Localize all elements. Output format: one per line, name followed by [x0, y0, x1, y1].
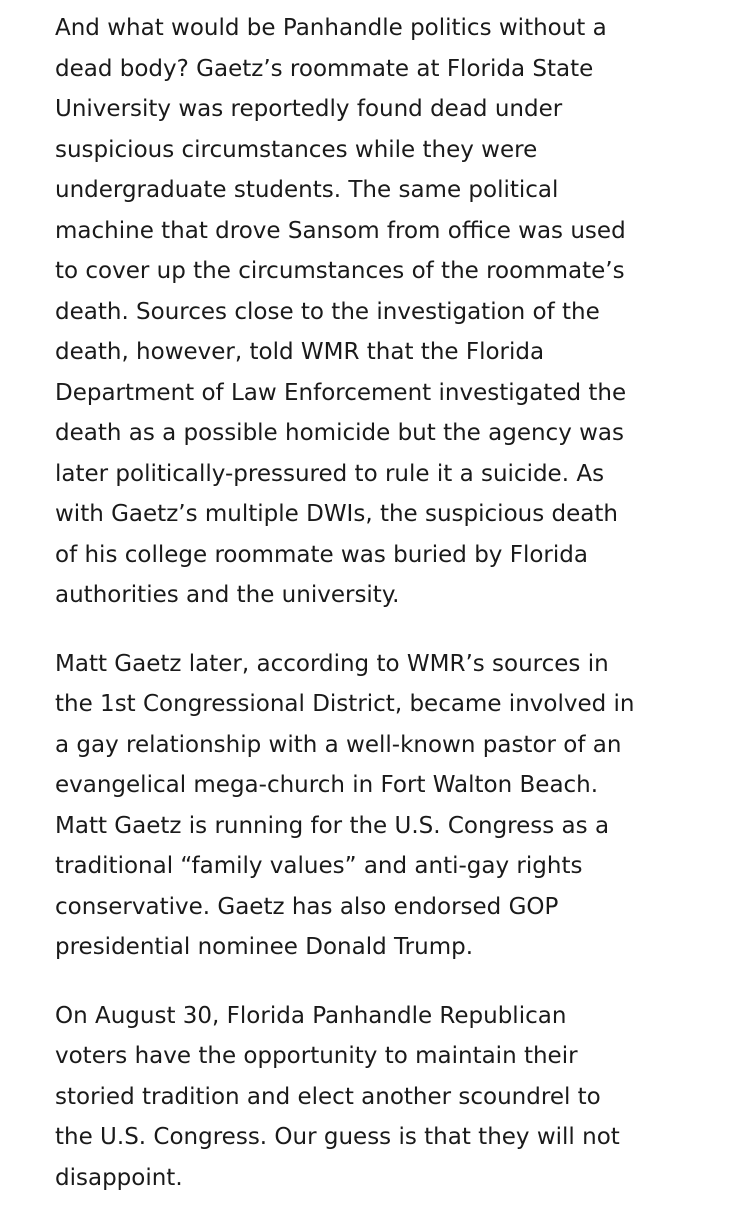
article-body	[55, 8, 685, 1226]
text-line: the 1st Congressional District, became involved in	[55, 691, 635, 717]
text-line: machine that drove Sansom from office was used	[55, 217, 626, 244]
text-line: presidential nominee Donald Trump.	[55, 934, 474, 960]
text-line: authorities and the university.	[55, 582, 400, 608]
text-line: dead body? Gaetz’s roommate at Florida State	[55, 55, 594, 82]
text-line: University was reportedly found dead under	[55, 96, 563, 122]
paragraph-gaetz-relationship	[55, 644, 685, 968]
text-line: suspicious circumstances while they were	[55, 136, 538, 163]
paragraph-august-30	[55, 996, 685, 1199]
text-line: of his college roommate was buried by Florida	[55, 541, 588, 568]
paragraph-roommate-death	[55, 8, 685, 616]
text-line: a gay relationship with a well-known pastor of an	[55, 731, 622, 758]
text-line: with Gaetz’s multiple DWIs, the suspicious death	[55, 501, 618, 527]
text-line: storied tradition and elect another scoundrel to	[55, 1083, 601, 1110]
text-line: Department of Law Enforcement investigated the	[55, 379, 627, 406]
text-line: the U.S. Congress. Our guess is that they will not	[55, 1124, 620, 1150]
text-line: conservative. Gaetz has also endorsed GOP	[55, 893, 559, 920]
text-line: death, however, told WMR that the Florida	[55, 339, 545, 365]
text-line: Matt Gaetz later, according to WMR’s sources in	[55, 650, 609, 677]
text-line: traditional “family values” and anti-gay rights	[55, 853, 583, 879]
text-line: disappoint.	[55, 1164, 183, 1191]
text-line: to cover up the circumstances of the roommate’s	[55, 258, 625, 284]
text-line: Matt Gaetz is running for the U.S. Congress as a	[55, 812, 610, 839]
text-line: undergraduate students. The same political	[55, 177, 559, 203]
text-line: voters have the opportunity to maintain their	[55, 1043, 578, 1069]
text-line: death. Sources close to the investigation of the	[55, 298, 600, 325]
text-line: evangelical mega-church in Fort Walton Beach.	[55, 772, 599, 798]
text-line: On August 30, Florida Panhandle Republican	[55, 1002, 567, 1029]
text-line: And what would be Panhandle politics without a	[55, 15, 607, 41]
text-line: death as a possible homicide but the agency was	[55, 420, 625, 446]
text-line: later politically-pressured to rule it a suicide. As	[55, 460, 605, 487]
